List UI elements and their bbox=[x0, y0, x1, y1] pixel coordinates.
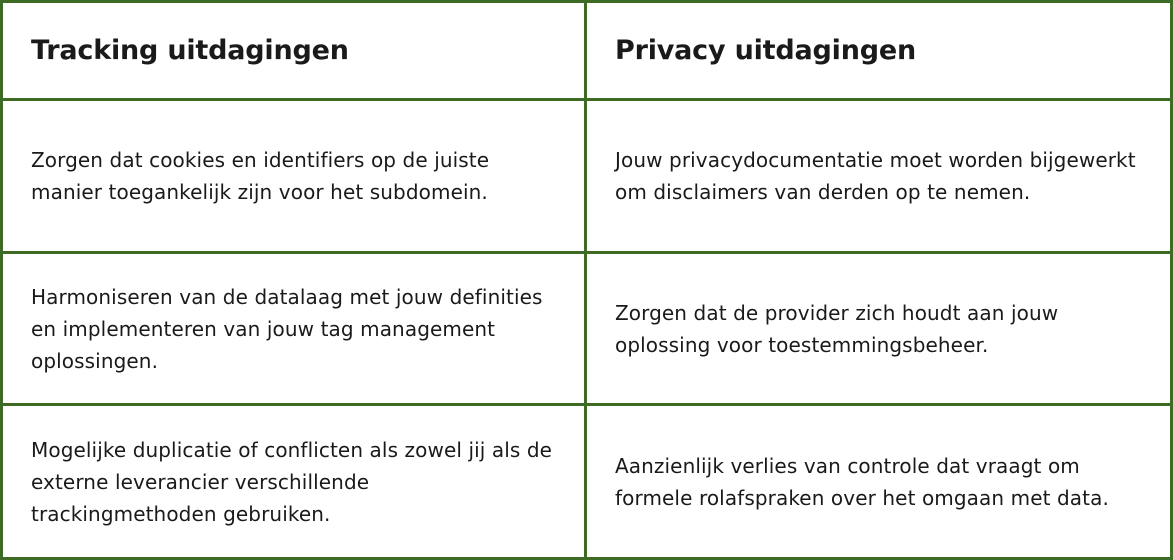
table-cell-privacy-2 bbox=[587, 254, 1170, 406]
table-header-tracking bbox=[3, 3, 587, 101]
table-cell-tracking-2 bbox=[3, 254, 587, 406]
table-cell-privacy-3 bbox=[587, 406, 1170, 557]
cell-text: Mogelijke duplicatie of conflicten als zowel jij als de externe leverancier verschillende trackingmethoden gebruiken. bbox=[31, 437, 553, 526]
table-cell-tracking-3 bbox=[3, 406, 587, 557]
cell-text: Zorgen dat de provider zich houdt aan jouw oplossing voor toestemmingsbeheer. bbox=[615, 300, 1059, 357]
cell-text: Jouw privacydocumentatie moet worden bijgewerkt om disclaimers van derden op te nemen. bbox=[615, 148, 1136, 204]
table-header-privacy bbox=[587, 3, 1170, 101]
cell-text: Zorgen dat cookies en identifiers op de juiste manier toegankelijk zijn voor het subdomein. bbox=[31, 148, 490, 204]
cell-text: Aanzienlijk verlies van controle dat vraagt om formele rolafspraken over het omgaan met data. bbox=[615, 453, 1109, 510]
header-label: Privacy uitdagingen bbox=[615, 34, 916, 66]
header-label: Tracking uitdagingen bbox=[31, 34, 349, 66]
table-cell-tracking-1 bbox=[3, 101, 587, 254]
cell-text: Harmoniseren van de datalaag met jouw definities en implementeren van jouw tag management oplossingen. bbox=[31, 284, 543, 373]
table-cell-privacy-1 bbox=[587, 101, 1170, 254]
